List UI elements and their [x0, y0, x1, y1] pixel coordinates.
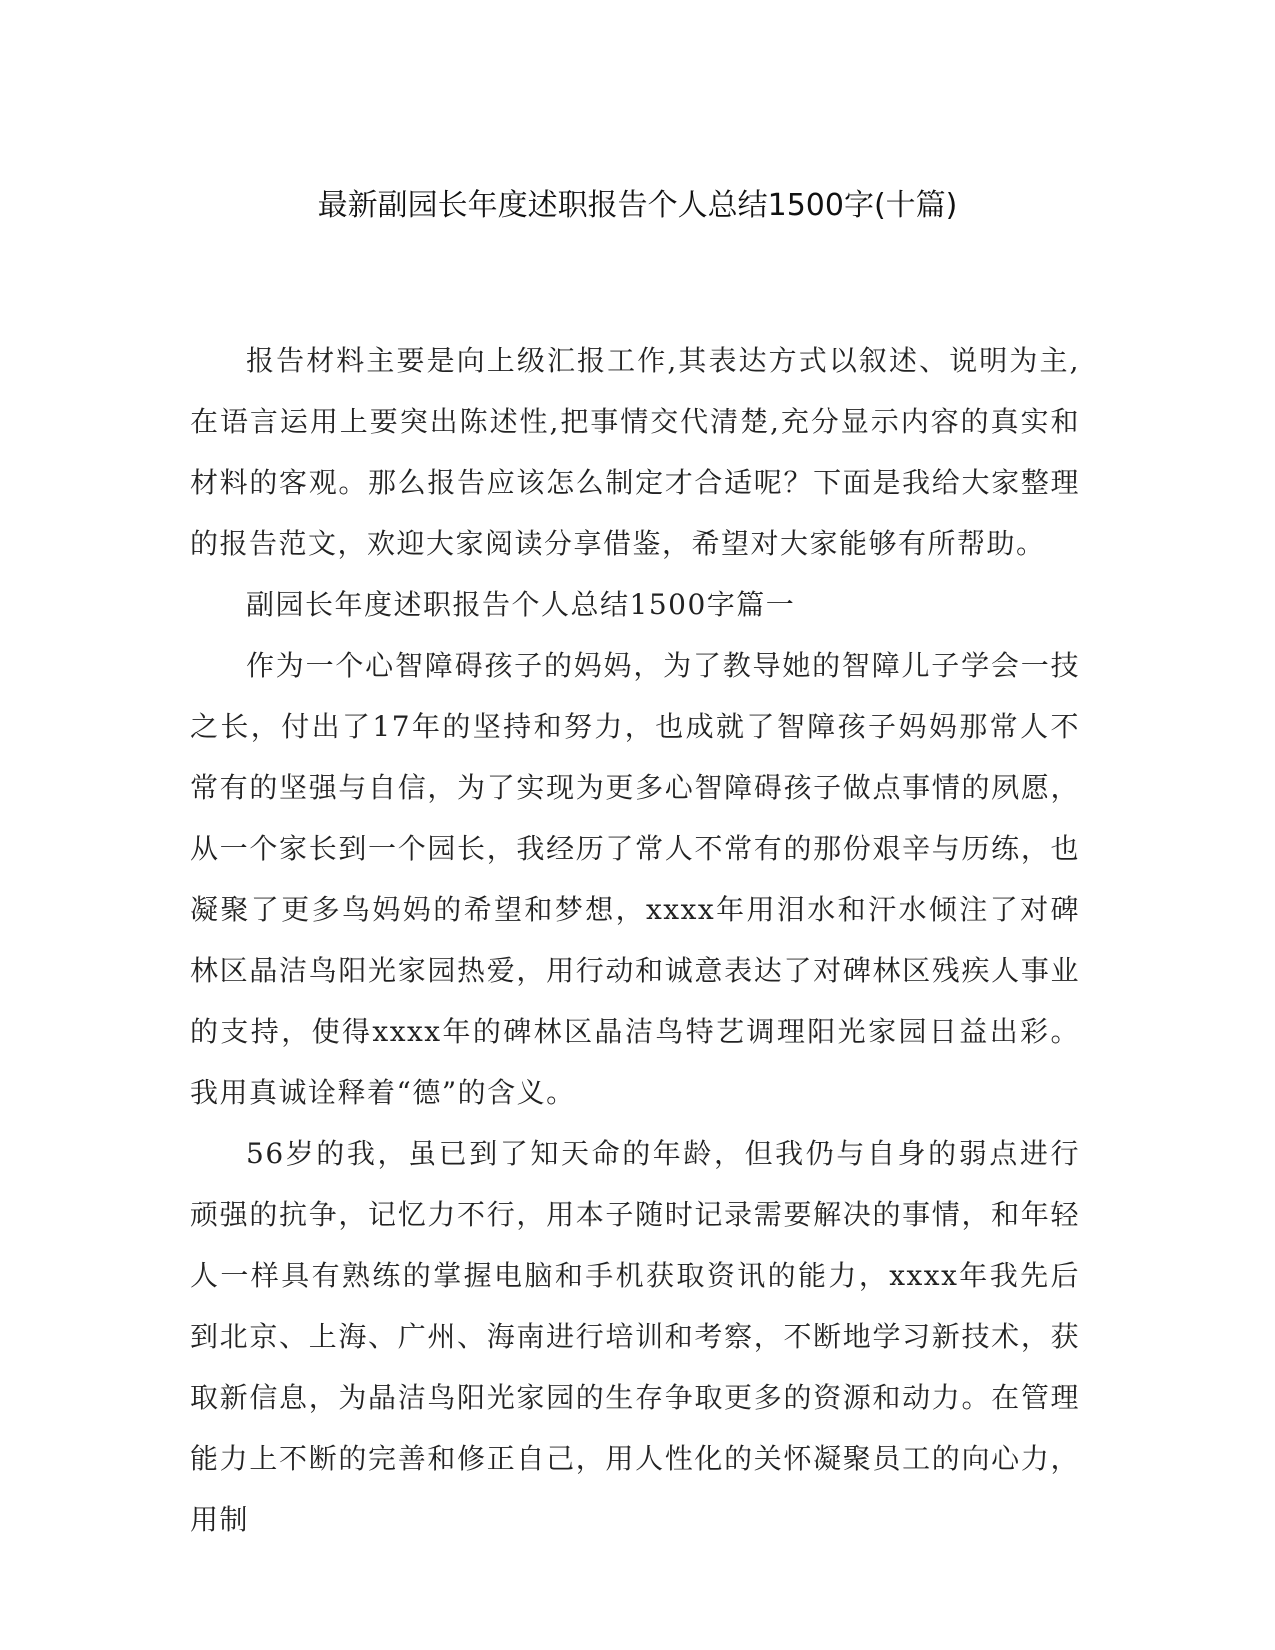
document-body — [190, 330, 1080, 1550]
body-paragraph: 作为一个心智障碍孩子的妈妈，为了教导她的智障儿子学会一技之长，付出了17年的坚持和努力，也成就了智障孩子妈妈那常人不常有的坚强与自信，为了实现为更多心智障碍孩子做点事情的夙愿，从一个家长到一个园长，我经历了常人不常有的那份艰辛与历练，也凝聚了更多鸟妈妈的希望和梦想，xxxx年用泪水和汗水倾注了对碑林区晶洁鸟阳光家园热爱，用行动和诚意表达了对碑林区残疾人事业的支持，使得xxxx年的碑林区晶洁鸟特艺调理阳光家园日益出彩。我用真诚诠释着“德”的含义。 — [190, 649, 1080, 1109]
body-paragraph: 56岁的我，虽已到了知天命的年龄，但我仍与自身的弱点进行顽强的抗争，记忆力不行，用本子随时记录需要解决的事情，和年轻人一样具有熟练的掌握电脑和手机获取资讯的能力，xxxx年我先后到北京、上海、广州、海南进行培训和考察，不断地学习新技术，获取新信息，为晶洁鸟阳光家园的生存争取更多的资源和动力。在管理能力上不断的完善和修正自己，用人性化的关怀凝聚员工的向心力，用制 — [190, 1137, 1080, 1536]
section-heading: 副园长年度述职报告个人总结1500字篇一 — [246, 588, 796, 621]
intro-paragraph: 报告材料主要是向上级汇报工作,其表达方式以叙述、说明为主,在语言运用上要突出陈述性,把事情交代清楚,充分显示内容的真实和材料的客观。那么报告应该怎么制定才合适呢？下面是我给大家整理的报告范文，欢迎大家阅读分享借鉴，希望对大家能够有所帮助。 — [190, 344, 1080, 560]
document-title: 最新副园长年度述职报告个人总结1500字(十篇) — [317, 188, 958, 223]
